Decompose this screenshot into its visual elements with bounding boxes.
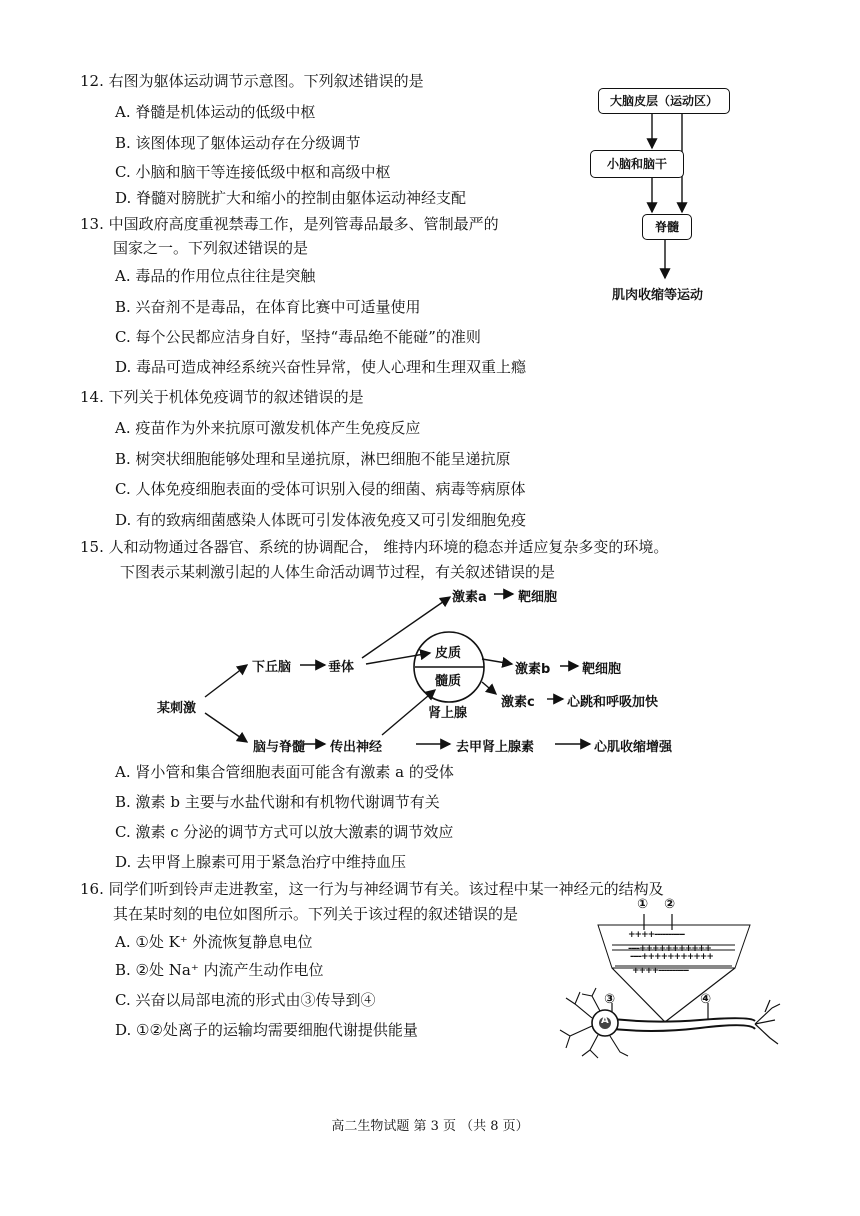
- potential-row-4: ++++-----------: [632, 966, 689, 976]
- label-pituitary: 垂体: [328, 660, 355, 675]
- q16-stem-line2: 其在某时刻的电位如图所示。下列关于该过程的叙述错误的是: [113, 905, 519, 923]
- axon-lower: [605, 1025, 755, 1031]
- label-adrenal: 肾上腺: [428, 706, 468, 721]
- label-norepinephrine: 去甲肾上腺素: [456, 740, 535, 755]
- q12-option-c: C. 小脑和脑干等连接低级中枢和高级中枢: [115, 163, 391, 181]
- q15-stem-line2: 下图表示某刺激引起的人体生命活动调节过程，有关叙述错误的是: [120, 563, 556, 581]
- label-hormone-a: 激素a: [452, 590, 487, 605]
- label-hormone-c: 激素c: [501, 695, 535, 710]
- q15-stem-line1: 15. 人和动物通过各器官、系统的协调配合， 维持内环境的稳态并适应复杂多变的环境。: [80, 538, 669, 556]
- axon-upper: [605, 1018, 755, 1022]
- q14-option-b: B. 树突状细胞能够处理和呈递抗原，淋巴细胞不能呈递抗原: [115, 450, 511, 468]
- q15-option-b: B. 激素 b 主要与水盐代谢和有机物代谢调节有关: [115, 793, 440, 811]
- q12-option-d: D. 脊髓对膀胱扩大和缩小的控制由躯体运动神经支配: [115, 189, 467, 207]
- q13-stem-line2: 国家之一。下列叙述错误的是: [113, 239, 309, 257]
- potential-row-3: ----+++++++++++: [630, 952, 713, 962]
- q14-option-d: D. 有的致病细菌感染人体既可引发体液免疫又可引发细胞免疫: [115, 511, 527, 529]
- zoom-line-left: [612, 968, 665, 1022]
- q12-option-a: A. 脊髓是机体运动的低级中枢: [115, 103, 316, 121]
- box-cerebral-cortex: 大脑皮层（运动区）: [598, 88, 730, 114]
- q14-stem: 14. 下列关于机体免疫调节的叙述错误的是: [80, 388, 364, 406]
- q15-option-d: D. 去甲肾上腺素可用于紧急治疗中维持血压: [115, 853, 407, 871]
- label-stimulus: 某刺激: [157, 701, 197, 716]
- q16-stem-line1: 16. 同学们听到铃声走进教室，这一行为与神经调节有关。该过程中某一神经元的结构及: [80, 880, 664, 898]
- q13-option-d: D. 毒品可造成神经系统兴奋性异常，使人心理和生理双重上瘾: [115, 358, 527, 376]
- label-cortex: 皮质: [435, 646, 462, 661]
- q12-stem: 12. 右图为躯体运动调节示意图。下列叙述错误的是: [80, 72, 424, 90]
- marker-4: ④: [700, 992, 712, 1007]
- q16-option-d: D. ①②处离子的运输均需要细胞代谢提供能量: [115, 1021, 418, 1039]
- marker-3: ③: [604, 992, 616, 1007]
- q12-option-b: B. 该图体现了躯体运动存在分级调节: [115, 134, 361, 152]
- label-effect-c: 心跳和呼吸加快: [567, 695, 659, 710]
- label-efferent-nerve: 传出神经: [330, 740, 383, 755]
- cell-body-label: A: [601, 1015, 609, 1026]
- q16-option-a: A. ①处 K⁺ 外流恢复静息电位: [115, 933, 313, 951]
- q16-option-c: C. 兴奋以局部电流的形式由③传导到④: [115, 991, 376, 1009]
- q16-option-b: B. ②处 Na⁺ 内流产生动作电位: [115, 961, 324, 979]
- page-footer: 高二生物试题 第 3 页 （共 8 页）: [331, 1119, 529, 1134]
- label-brain-spinal: 脑与脊髓: [253, 740, 306, 755]
- q13-option-c: C. 每个公民都应洁身自好，坚持“毒品绝不能碰”的准则: [115, 328, 481, 346]
- q15-option-a: A. 肾小管和集合管细胞表面可能含有激素 a 的受体: [115, 763, 454, 781]
- q14-option-c: C. 人体免疫细胞表面的受体可识别入侵的细菌、病毒等病原体: [115, 480, 526, 498]
- q14-option-a: A. 疫苗作为外来抗原可激发机体产生免疫反应: [115, 419, 421, 437]
- box-spinal-cord: 脊髓: [642, 214, 692, 240]
- label-hypothalamus: 下丘脑: [252, 660, 292, 675]
- label-muscle-movement: 肌肉收缩等运动: [612, 288, 704, 303]
- label-target-b: 靶细胞: [582, 662, 622, 677]
- axon-terminals: [755, 1000, 780, 1044]
- box-cerebellum-brainstem: 小脑和脑干: [590, 150, 684, 178]
- marker-2: ②: [664, 897, 676, 912]
- label-hormone-b: 激素b: [515, 662, 551, 677]
- potential-row-1: ++++-----------: [628, 930, 685, 940]
- q13-option-a: A. 毒品的作用位点往往是突触: [115, 267, 316, 285]
- potential-row-2: ----+++++++++++: [628, 944, 711, 954]
- label-target-a: 靶细胞: [518, 590, 558, 605]
- q15-option-c: C. 激素 c 分泌的调节方式可以放大激素的调节效应: [115, 823, 454, 841]
- label-effect-ne: 心肌收缩增强: [594, 740, 673, 755]
- q13-stem-line1: 13. 中国政府高度重视禁毒工作，是列管毒品最多、管制最严的: [80, 215, 499, 233]
- marker-1: ①: [637, 897, 649, 912]
- q13-option-b: B. 兴奋剂不是毒品，在体育比赛中可适量使用: [115, 298, 421, 316]
- label-medulla: 髓质: [435, 674, 462, 689]
